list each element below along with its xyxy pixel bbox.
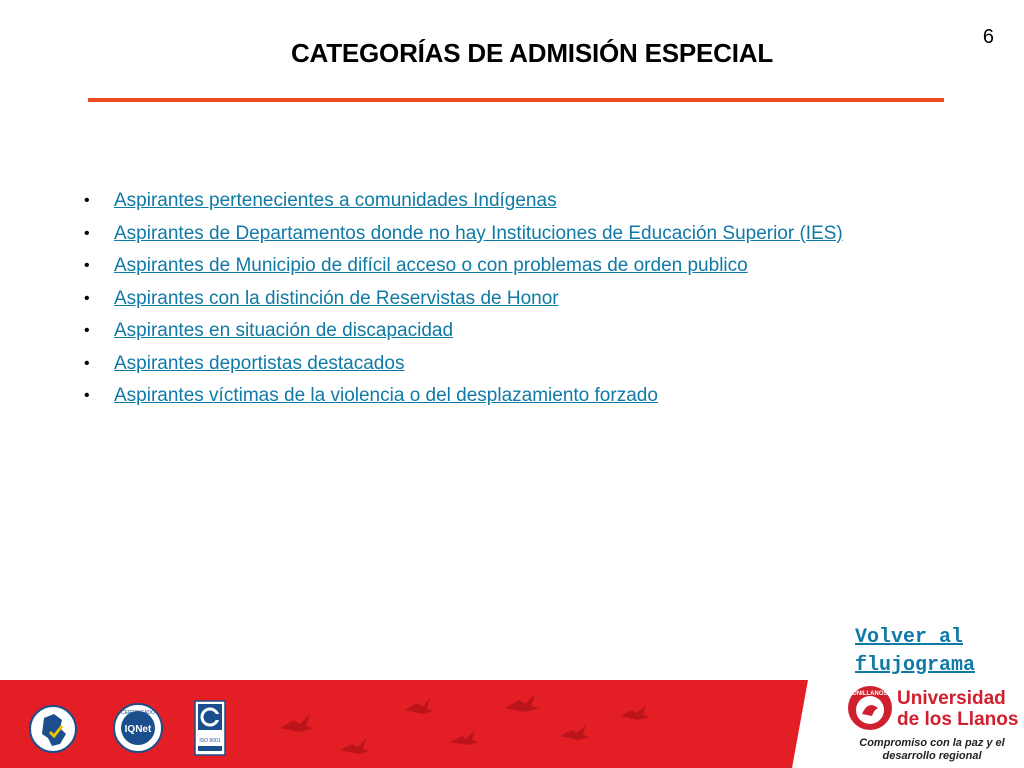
back-to-flowchart-link[interactable]: Volver al flujograma (855, 626, 976, 677)
category-link-victimas[interactable]: Aspirantes víctimas de la violencia o del desplazamiento forzado (114, 385, 658, 407)
bullet-icon: • (84, 257, 90, 275)
bullet-icon: • (84, 322, 90, 340)
university-name (897, 688, 1018, 730)
colombia-map-icon (28, 704, 78, 754)
university-name-line1: Universidad (897, 688, 1006, 709)
list-item (78, 315, 843, 348)
list-item (78, 185, 843, 218)
iso-9001-logo (194, 700, 226, 756)
categories-list (78, 185, 843, 413)
unillanos-seal (846, 684, 894, 732)
bullet-icon: • (84, 224, 90, 242)
category-link-departamentos[interactable]: Aspirantes de Departamentos donde no hay Instituciones de Educación Superior (IES) (114, 222, 843, 244)
colombia-map-logo (28, 704, 78, 754)
category-link-municipio[interactable]: Aspirantes de Municipio de difícil acceso o con problemas de orden publico (114, 255, 748, 277)
slide-number: 6 (982, 26, 994, 48)
bullet-icon: • (84, 289, 90, 307)
category-link-reservistas[interactable]: Aspirantes con la distinción de Reservistas de Honor (114, 287, 559, 309)
bullet-icon: • (84, 387, 90, 405)
iqnet-badge-icon (112, 702, 164, 754)
list-item (78, 283, 843, 316)
list-item (78, 250, 843, 283)
category-link-deportistas[interactable]: Aspirantes deportistas destacados (114, 352, 405, 374)
university-name-line2: de los Llanos (897, 709, 1019, 730)
bullet-icon: • (84, 192, 90, 210)
university-slogan: Compromiso con la paz y el desarrollo regional (859, 737, 1005, 762)
list-item (78, 218, 843, 251)
icontec-iso-icon (194, 700, 226, 756)
unillanos-seal-icon (846, 684, 894, 732)
bullet-icon: • (84, 354, 90, 372)
iqnet-cert-label: CERTIFICADO (121, 710, 155, 716)
iso-label: ISO 9001 (199, 738, 221, 744)
seal-text: UNILLANOS (852, 691, 888, 697)
slide-title: CATEGORÍAS DE ADMISIÓN ESPECIAL (290, 38, 774, 68)
iqnet-logo (112, 702, 164, 754)
category-link-indigenas[interactable]: Aspirantes pertenecientes a comunidades Indígenas (114, 190, 557, 212)
list-item (78, 348, 843, 381)
iqnet-label: IQNet (124, 724, 152, 735)
category-link-discapacidad[interactable]: Aspirantes en situación de discapacidad (114, 320, 454, 342)
title-underline (88, 98, 944, 102)
list-item (78, 380, 843, 413)
